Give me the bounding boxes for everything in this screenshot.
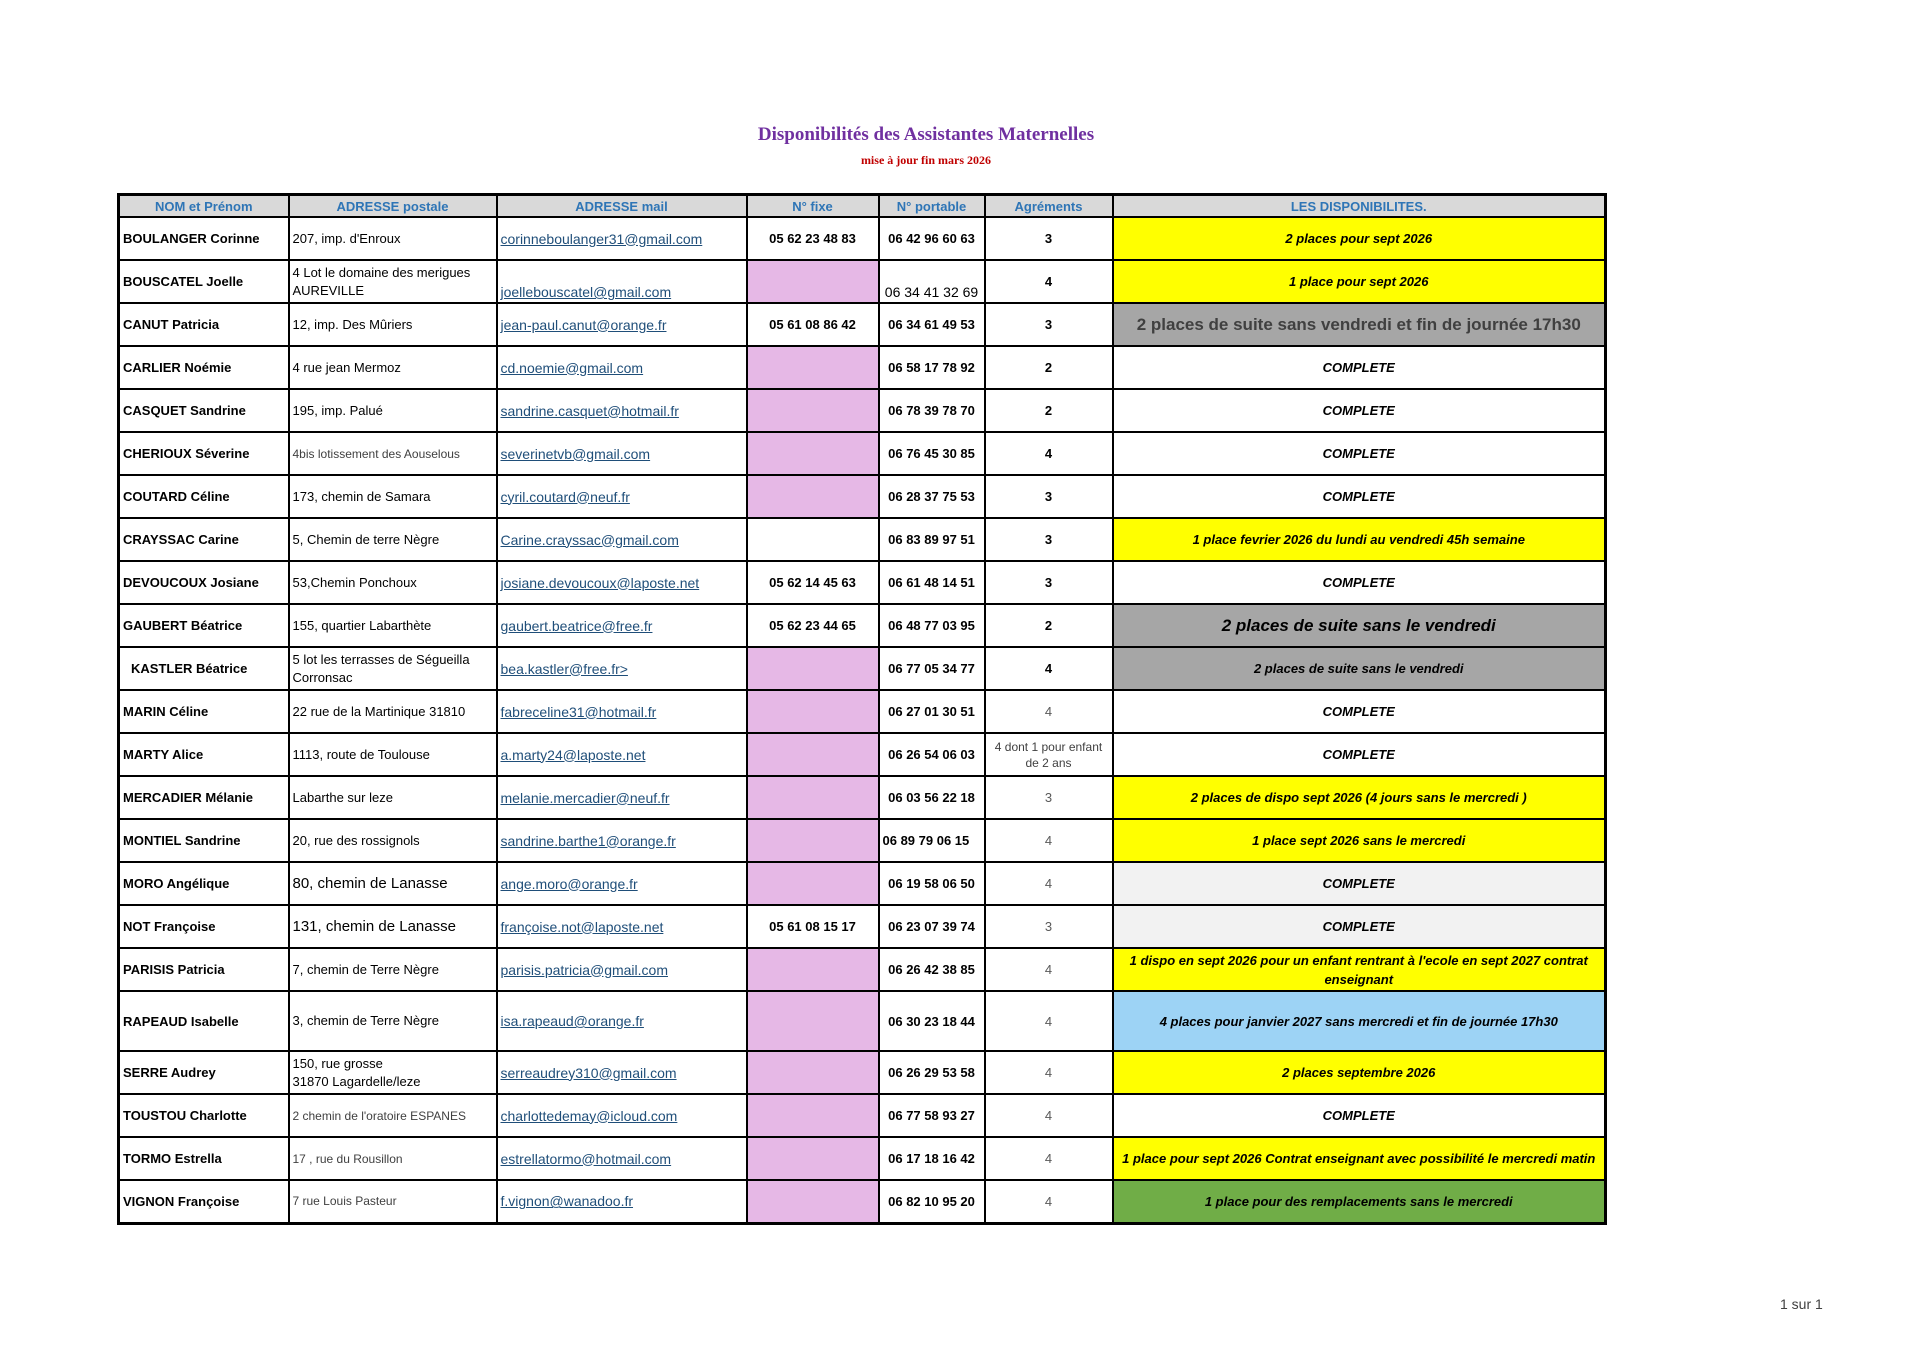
- cell-address: 1113, route de Toulouse: [289, 733, 497, 776]
- cell-portable: 06 23 07 39 74: [879, 905, 985, 948]
- cell-email: [497, 991, 747, 1051]
- cell-email: [497, 862, 747, 905]
- cell-dispo: COMPLETE: [1113, 905, 1606, 948]
- cell-dispo: 1 place fevrier 2026 du lundi au vendredi 45h semaine: [1113, 518, 1606, 561]
- cell-email: [497, 217, 747, 260]
- cell-portable: 06 42 96 60 63: [879, 217, 985, 260]
- cell-address: 3, chemin de Terre Nègre: [289, 991, 497, 1051]
- cell-agrements: 3: [985, 217, 1113, 260]
- cell-address: 7, chemin de Terre Nègre: [289, 948, 497, 991]
- cell-name: MERCADIER Mélanie: [119, 776, 289, 819]
- cell-email: [497, 690, 747, 733]
- cell-fixe: [747, 776, 879, 819]
- cell-portable: 06 34 61 49 53: [879, 303, 985, 346]
- table-row: [119, 733, 1606, 776]
- address-line-2: AUREVILLE: [292, 282, 365, 298]
- address-line-1: 150, rue grosse: [292, 1055, 383, 1071]
- page-subtitle: mise à jour fin mars 2026: [860, 153, 992, 167]
- cell-dispo: 2 places de suite sans le vendredi: [1113, 647, 1606, 690]
- table-row: [119, 690, 1606, 733]
- table-row: [119, 217, 1606, 260]
- email-link[interactable]: françoise.not@laposte.net: [500, 918, 664, 935]
- cell-name: CASQUET Sandrine: [119, 389, 289, 432]
- email-link[interactable]: jean-paul.canut@orange.fr: [500, 316, 667, 333]
- cell-address: 7 rue Louis Pasteur: [289, 1180, 497, 1223]
- cell-email: [497, 518, 747, 561]
- table-row: [119, 1137, 1606, 1180]
- cell-fixe: [747, 260, 879, 303]
- cell-address: 195, imp. Palué: [289, 389, 497, 432]
- table-row: [119, 819, 1606, 862]
- cell-portable: 06 89 79 06 15: [879, 819, 985, 862]
- cell-email: [497, 432, 747, 475]
- table-row: [119, 604, 1606, 647]
- cell-email: [497, 604, 747, 647]
- cell-dispo: COMPLETE: [1113, 862, 1606, 905]
- cell-name: COUTARD Céline: [119, 475, 289, 518]
- cell-email: [497, 561, 747, 604]
- cell-dispo: 4 places pour janvier 2027 sans mercredi et fin de journée 17h30: [1113, 991, 1606, 1051]
- cell-fixe: [747, 432, 879, 475]
- cell-fixe: [747, 991, 879, 1051]
- cell-agrements: 4: [985, 862, 1113, 905]
- cell-name: VIGNON Françoise: [119, 1180, 289, 1223]
- cell-address: 22 rue de la Martinique 31810: [289, 690, 497, 733]
- cell-portable: 06 26 42 38 85: [879, 948, 985, 991]
- email-link[interactable]: cd.noemie@gmail.com: [500, 359, 644, 376]
- cell-dispo: COMPLETE: [1113, 475, 1606, 518]
- cell-agrements: 3: [985, 518, 1113, 561]
- cell-name: DEVOUCOUX Josiane: [119, 561, 289, 604]
- cell-address: [289, 647, 497, 690]
- email-link[interactable]: estrellatormo@hotmail.com: [500, 1150, 672, 1167]
- cell-fixe: [747, 1137, 879, 1180]
- cell-email: [497, 303, 747, 346]
- cell-portable: 06 34 41 32 69: [879, 260, 985, 303]
- email-link[interactable]: ange.moro@orange.fr: [500, 875, 638, 892]
- cell-address: 207, imp. d'Enroux: [289, 217, 497, 260]
- cell-name: SERRE Audrey: [119, 1051, 289, 1094]
- email-link[interactable]: josiane.devoucoux@laposte.net: [500, 574, 700, 591]
- cell-portable: 06 26 54 06 03: [879, 733, 985, 776]
- table-row: [119, 389, 1606, 432]
- table-row: [119, 1180, 1606, 1223]
- cell-portable: 06 48 77 03 95: [879, 604, 985, 647]
- cell-address: [289, 260, 497, 303]
- table-row: [119, 346, 1606, 389]
- cell-fixe: [747, 948, 879, 991]
- cell-agrements: 4: [985, 1137, 1113, 1180]
- cell-portable: 06 83 89 97 51: [879, 518, 985, 561]
- cell-fixe: 05 62 23 44 65: [747, 604, 879, 647]
- cell-email: [497, 389, 747, 432]
- email-link[interactable]: gaubert.beatrice@free.fr: [500, 617, 653, 634]
- cell-agrements: 3: [985, 475, 1113, 518]
- cell-name: GAUBERT Béatrice: [119, 604, 289, 647]
- cell-fixe: [747, 518, 879, 561]
- cell-name: BOUSCATEL Joelle: [119, 260, 289, 303]
- cell-agrements: 3: [985, 561, 1113, 604]
- cell-agrements: 4 dont 1 pour enfant de 2 ans: [985, 733, 1113, 776]
- cell-fixe: [747, 475, 879, 518]
- header-name: NOM et Prénom: [119, 195, 289, 218]
- cell-address: 155, quartier Labarthète: [289, 604, 497, 647]
- header-portable: N° portable: [879, 195, 985, 218]
- cell-agrements: 4: [985, 432, 1113, 475]
- header-agrements: Agréments: [985, 195, 1113, 218]
- email-link[interactable]: cyril.coutard@neuf.fr: [500, 488, 630, 505]
- cell-dispo: COMPLETE: [1113, 389, 1606, 432]
- email-link[interactable]: isa.rapeaud@orange.fr: [500, 1013, 644, 1029]
- table-row: [119, 647, 1606, 690]
- cell-portable: 06 77 05 34 77: [879, 647, 985, 690]
- cell-email: [497, 733, 747, 776]
- address-line-1: 5 lot les terrasses de Ségueilla: [292, 651, 470, 667]
- cell-email: [497, 776, 747, 819]
- email-link[interactable]: a.marty24@laposte.net: [500, 746, 646, 763]
- cell-fixe: [747, 819, 879, 862]
- table-row: [119, 948, 1606, 991]
- cell-name: BOULANGER Corinne: [119, 217, 289, 260]
- cell-agrements: 4: [985, 647, 1113, 690]
- page-title: Disponibilités des Assistantes Maternelles: [757, 124, 1095, 145]
- cell-email: [497, 1137, 747, 1180]
- cell-email: [497, 905, 747, 948]
- cell-fixe: [747, 862, 879, 905]
- cell-address: 5, Chemin de terre Nègre: [289, 518, 497, 561]
- cell-dispo: 2 places pour sept 2026: [1113, 217, 1606, 260]
- cell-name: TOUSTOU Charlotte: [119, 1094, 289, 1137]
- cell-fixe: [747, 733, 879, 776]
- cell-dispo: COMPLETE: [1113, 346, 1606, 389]
- cell-agrements: 4: [985, 1051, 1113, 1094]
- cell-dispo: 2 places de suite sans vendredi et fin de journée 17h30: [1113, 303, 1606, 346]
- cell-address: Labarthe sur leze: [289, 776, 497, 819]
- email-link[interactable]: sandrine.barthe1@orange.fr: [500, 832, 676, 849]
- table-row: [119, 905, 1606, 948]
- table-header-row: [119, 195, 1606, 218]
- email-link[interactable]: Carine.crayssac@gmail.com: [500, 531, 679, 548]
- cell-dispo: COMPLETE: [1113, 561, 1606, 604]
- cell-address: 20, rue des rossignols: [289, 819, 497, 862]
- cell-fixe: [747, 647, 879, 690]
- email-link[interactable]: severinetvb@gmail.com: [500, 445, 651, 462]
- cell-email: [497, 475, 747, 518]
- cell-address: 2 chemin de l'oratoire ESPANES: [289, 1094, 497, 1137]
- table-row: [119, 303, 1606, 346]
- cell-address: 4 rue jean Mermoz: [289, 346, 497, 389]
- cell-email: [497, 260, 747, 303]
- table-row: [119, 1094, 1606, 1137]
- cell-dispo: 1 place pour des remplacements sans le mercredi: [1113, 1180, 1606, 1223]
- cell-address: [289, 1051, 497, 1094]
- cell-fixe: 05 61 08 86 42: [747, 303, 879, 346]
- page-number: 1 sur 1: [1780, 1296, 1823, 1312]
- cell-email: [497, 647, 747, 690]
- table-row: [119, 475, 1606, 518]
- address-line-2: 31870 Lagardelle/leze: [292, 1073, 421, 1089]
- cell-name: CHERIOUX Séverine: [119, 432, 289, 475]
- email-link[interactable]: serreaudrey310@gmail.com: [500, 1064, 677, 1081]
- cell-name: MONTIEL Sandrine: [119, 819, 289, 862]
- table-row: [119, 776, 1606, 819]
- cell-portable: 06 19 58 06 50: [879, 862, 985, 905]
- cell-agrements: 3: [985, 303, 1113, 346]
- cell-email: [497, 346, 747, 389]
- cell-portable: 06 26 29 53 58: [879, 1051, 985, 1094]
- cell-name: CANUT Patricia: [119, 303, 289, 346]
- cell-address: 17 , rue du Rousillon: [289, 1137, 497, 1180]
- cell-portable: 06 58 17 78 92: [879, 346, 985, 389]
- table-row: [119, 862, 1606, 905]
- cell-portable: 06 27 01 30 51: [879, 690, 985, 733]
- cell-dispo: COMPLETE: [1113, 432, 1606, 475]
- cell-agrements: 4: [985, 991, 1113, 1051]
- cell-address: 53,Chemin Ponchoux: [289, 561, 497, 604]
- cell-fixe: [747, 690, 879, 733]
- table-row: [119, 1051, 1606, 1094]
- email-link[interactable]: parisis.patricia@gmail.com: [500, 961, 668, 978]
- cell-name: PARISIS Patricia: [119, 948, 289, 991]
- cell-portable: 06 17 18 16 42: [879, 1137, 985, 1180]
- cell-dispo: 1 dispo en sept 2026 pour un enfant rentrant à l'ecole en sept 2027 contrat enseignant: [1113, 948, 1606, 991]
- email-link[interactable]: charlottedemay@icloud.com: [500, 1107, 678, 1124]
- cell-fixe: [747, 1094, 879, 1137]
- cell-dispo: COMPLETE: [1113, 733, 1606, 776]
- cell-name: NOT Françoise: [119, 905, 289, 948]
- cell-address: 12, imp. Des Mûriers: [289, 303, 497, 346]
- cell-agrements: 3: [985, 776, 1113, 819]
- cell-name: KASTLER Béatrice: [119, 647, 289, 690]
- cell-name: RAPEAUD Isabelle: [119, 991, 289, 1051]
- address-line-2: Corronsac: [292, 669, 353, 685]
- cell-name: MARIN Céline: [119, 690, 289, 733]
- cell-agrements: 4: [985, 948, 1113, 991]
- cell-dispo: 2 places de suite sans le vendredi: [1113, 604, 1606, 647]
- cell-dispo: 2 places septembre 2026: [1113, 1051, 1606, 1094]
- cell-dispo: 1 place pour sept 2026 Contrat enseignant avec possibilité le mercredi matin: [1113, 1137, 1606, 1180]
- cell-agrements: 3: [985, 905, 1113, 948]
- cell-email: [497, 1051, 747, 1094]
- cell-portable: 06 76 45 30 85: [879, 432, 985, 475]
- cell-dispo: 1 place sept 2026 sans le mercredi: [1113, 819, 1606, 862]
- email-link[interactable]: corinneboulanger31@gmail.com: [500, 230, 703, 247]
- cell-address: 173, chemin de Samara: [289, 475, 497, 518]
- cell-portable: 06 30 23 18 44: [879, 991, 985, 1051]
- cell-email: [497, 1180, 747, 1223]
- email-link[interactable]: fabreceline31@hotmail.fr: [500, 703, 657, 720]
- table-row: [119, 518, 1606, 561]
- cell-portable: 06 78 39 78 70: [879, 389, 985, 432]
- cell-fixe: [747, 346, 879, 389]
- cell-email: [497, 1094, 747, 1137]
- cell-address: 80, chemin de Lanasse: [289, 862, 497, 905]
- cell-fixe: 05 62 14 45 63: [747, 561, 879, 604]
- cell-address: 4bis lotissement des Aouselous: [289, 432, 497, 475]
- cell-agrements: 2: [985, 604, 1113, 647]
- header-fixe: N° fixe: [747, 195, 879, 218]
- cell-fixe: [747, 389, 879, 432]
- table-row: [119, 991, 1606, 1051]
- availability-table: [117, 193, 1607, 1225]
- cell-address: 131, chemin de Lanasse: [289, 905, 497, 948]
- header-dispo: LES DISPONIBILITES.: [1113, 195, 1606, 218]
- cell-fixe: 05 62 23 48 83: [747, 217, 879, 260]
- cell-name: CRAYSSAC Carine: [119, 518, 289, 561]
- cell-dispo: COMPLETE: [1113, 690, 1606, 733]
- cell-fixe: [747, 1051, 879, 1094]
- email-link[interactable]: f.vignon@wanadoo.fr: [500, 1193, 634, 1210]
- header-address: ADRESSE postale: [289, 195, 497, 218]
- cell-agrements: 4: [985, 1180, 1113, 1223]
- cell-portable: 06 61 48 14 51: [879, 561, 985, 604]
- cell-agrements: 4: [985, 690, 1113, 733]
- table-row: [119, 260, 1606, 303]
- cell-portable: 06 77 58 93 27: [879, 1094, 985, 1137]
- cell-agrements: 4: [985, 1094, 1113, 1137]
- cell-dispo: 2 places de dispo sept 2026 (4 jours sans le mercredi ): [1113, 776, 1606, 819]
- table-row: [119, 561, 1606, 604]
- cell-email: [497, 819, 747, 862]
- email-link[interactable]: bea.kastler@free.fr>: [500, 660, 628, 677]
- email-link[interactable]: melanie.mercadier@neuf.fr: [500, 789, 670, 806]
- cell-portable: 06 82 10 95 20: [879, 1180, 985, 1223]
- cell-fixe: 05 61 08 15 17: [747, 905, 879, 948]
- cell-email: [497, 948, 747, 991]
- address-line-1: 4 Lot le domaine des merigues: [292, 264, 471, 280]
- header-email: ADRESSE mail: [497, 195, 747, 218]
- email-link[interactable]: joellebouscatel@gmail.com: [500, 284, 672, 300]
- cell-name: MARTY Alice: [119, 733, 289, 776]
- cell-name: MORO Angélique: [119, 862, 289, 905]
- cell-portable: 06 28 37 75 53: [879, 475, 985, 518]
- table-row: [119, 432, 1606, 475]
- cell-agrements: 2: [985, 389, 1113, 432]
- email-link[interactable]: sandrine.casquet@hotmail.fr: [500, 402, 679, 419]
- cell-agrements: 4: [985, 819, 1113, 862]
- cell-fixe: [747, 1180, 879, 1223]
- cell-dispo: 1 place pour sept 2026: [1113, 260, 1606, 303]
- cell-agrements: 4: [985, 260, 1113, 303]
- cell-agrements: 2: [985, 346, 1113, 389]
- cell-name: CARLIER Noémie: [119, 346, 289, 389]
- cell-name: TORMO Estrella: [119, 1137, 289, 1180]
- cell-portable: 06 03 56 22 18: [879, 776, 985, 819]
- cell-dispo: COMPLETE: [1113, 1094, 1606, 1137]
